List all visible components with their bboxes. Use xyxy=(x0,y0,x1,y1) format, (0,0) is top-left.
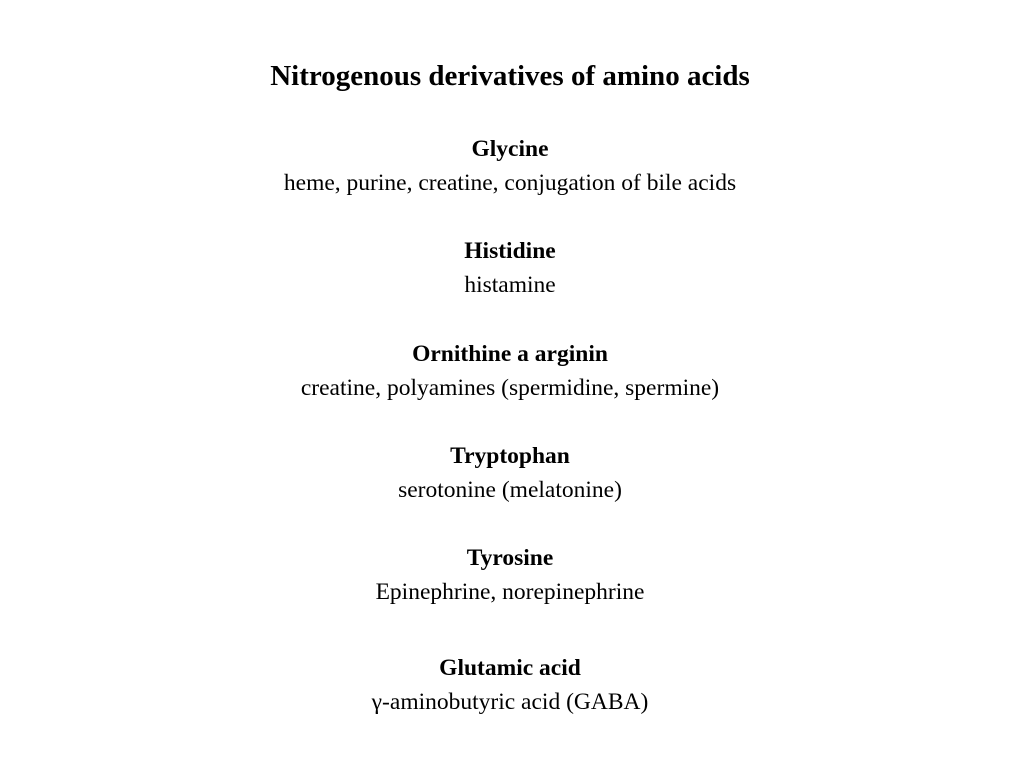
derivatives-text: Epinephrine, norepinephrine xyxy=(375,579,645,605)
entry-glutamic-acid xyxy=(0,651,1020,719)
amino-acid-name: Ornithine a arginin xyxy=(412,341,608,367)
amino-acid-name: Glycine xyxy=(471,136,549,162)
amino-acid-name: Histidine xyxy=(464,238,556,264)
derivatives-text: histamine xyxy=(464,272,556,298)
entry-tryptophan xyxy=(0,439,1020,507)
derivatives-text: creatine, polyamines (spermidine, spermine) xyxy=(300,375,720,401)
derivatives-text: heme, purine, creatine, conjugation of bile acids xyxy=(283,170,737,196)
slide-title: Nitrogenous derivatives of amino acids xyxy=(270,60,750,92)
entry-tyrosine xyxy=(0,541,1020,609)
entry-glycine xyxy=(0,132,1020,200)
amino-acid-name: Tyrosine xyxy=(466,545,554,571)
amino-acid-name: Glutamic acid xyxy=(439,655,581,681)
derivatives-text: serotonine (melatonine) xyxy=(398,477,622,503)
amino-acid-name: Tryptophan xyxy=(450,443,570,469)
derivatives-text: γ-aminobutyric acid (GABA) xyxy=(371,689,649,715)
entry-histidine xyxy=(0,234,1020,302)
entry-ornithine-arginin xyxy=(0,337,1020,405)
